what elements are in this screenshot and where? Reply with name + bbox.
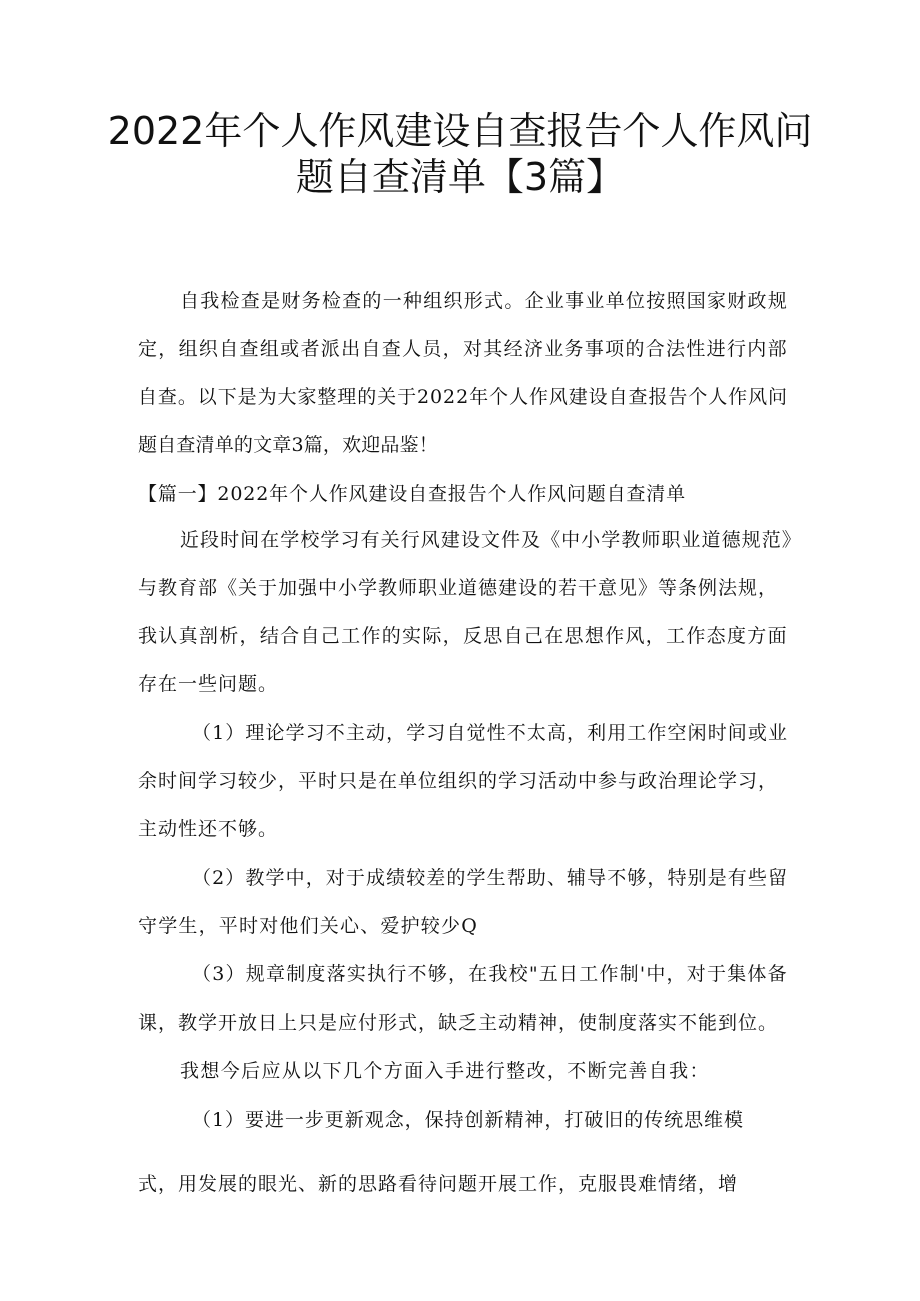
list-item-line: （3）规章制度落实执行不够，在我校"五日工作制'中，对于集体备 xyxy=(192,963,788,985)
paragraph-line: 守学生，平时对他们关心、爱护较少Q xyxy=(138,915,478,937)
section-heading: 【篇一】2022年个人作风建设自查报告个人作风问题自查清单 xyxy=(138,483,687,505)
paragraph-line: 与教育部《关于加强中小学教师职业道德建设的若干意见》等条例法规， xyxy=(138,577,779,599)
paragraph-line: 自我检查是财务检查的一种组织形式。企业事业单位按照国家财政规 xyxy=(180,290,789,312)
document-title-line-2: 题自查清单【3篇】 xyxy=(295,155,625,199)
paragraph-line: 题自查清单的文章3篇，欢迎品鉴！ xyxy=(138,434,438,456)
paragraph-line: 我想今后应从以下几个方面入手进行整改，不断完善自我： xyxy=(180,1060,710,1082)
list-item-line: （2）教学中，对于成绩较差的学生帮助、辅导不够，特别是有些留 xyxy=(192,867,789,889)
document-title-line-1: 2022年个人作风建设自查报告个人作风问 xyxy=(107,109,813,153)
paragraph-line: 式，用发展的眼光、新的思路看待问题开展工作，克服畏难情绪，增 xyxy=(138,1173,739,1195)
paragraph-line: 余时间学习较少，平时只是在单位组织的学习活动中参与政治理论学习， xyxy=(138,770,779,792)
paragraph-line: 主动性还不够。 xyxy=(138,818,279,840)
paragraph-line: 我认真剖析，结合自己工作的实际，反思自己在思想作风，工作态度方面 xyxy=(138,625,788,647)
list-item-line: （1）要进一步更新观念，保持创新精神，打破旧的传统思维模 xyxy=(192,1109,744,1131)
paragraph-line: 存在一些问题。 xyxy=(138,673,279,695)
paragraph-line: 定，组织自查组或者派出自查人员，对其经济业务事项的合法性进行内部 xyxy=(138,338,788,360)
list-item-line: （1）理论学习不主动，学习自觉性不太高，利用工作空闲时间或业 xyxy=(192,722,789,744)
paragraph-line: 课，教学开放日上只是应付形式，缺乏主动精神，使制度落实不能到位。 xyxy=(138,1012,779,1034)
paragraph-line: 自查。以下是为大家整理的关于2022年个人作风建设自查报告个人作风问 xyxy=(138,386,788,408)
paragraph-line: 近段时间在学校学习有关行风建设文件及《中小学教师职业道德规范》 xyxy=(180,529,802,551)
